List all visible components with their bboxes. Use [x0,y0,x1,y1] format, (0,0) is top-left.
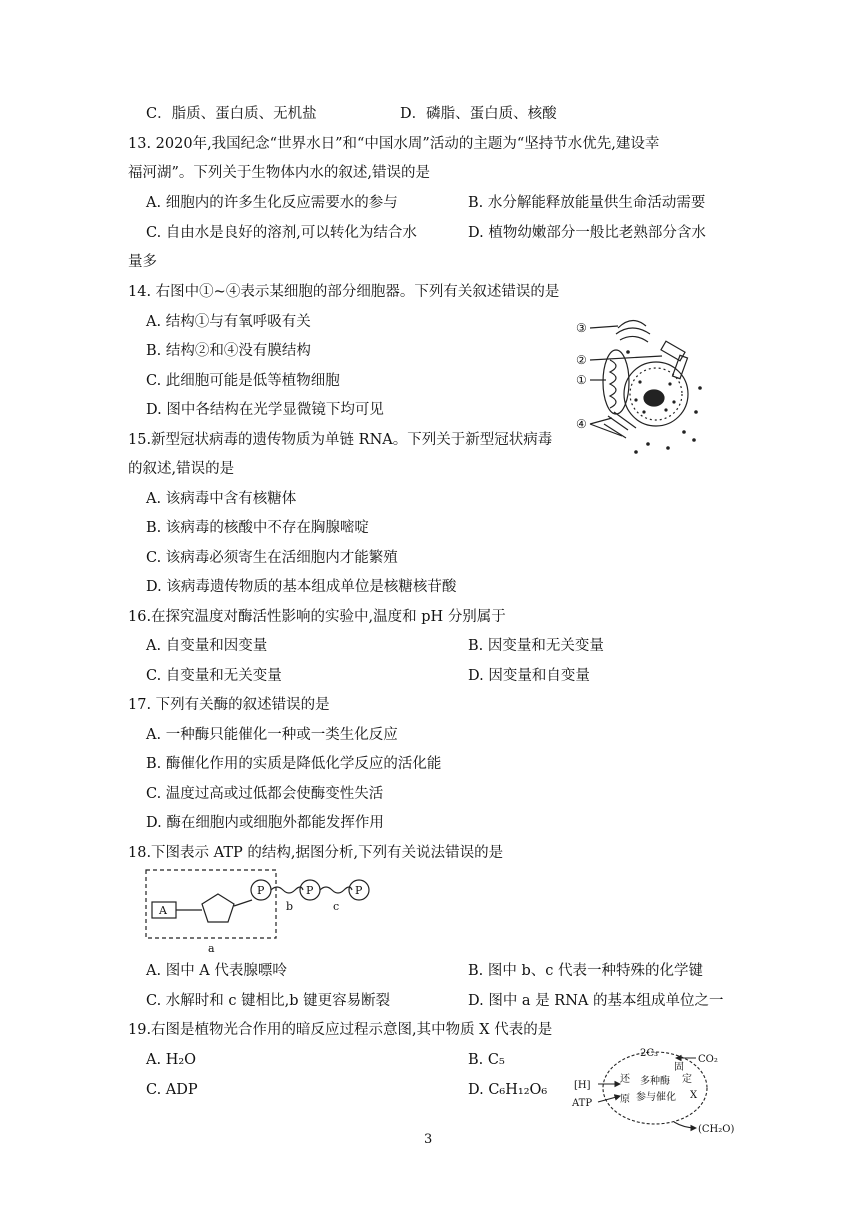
q14-option-d: D. 图中各结构在光学显微镜下均可见 [146,402,384,418]
fixation-label-2: 定 [682,1074,692,1085]
q17-option-b: B. 酶催化作用的实质是降低化学反应的活化能 [146,756,442,772]
q18-option-a: A. 图中 A 代表腺嘌呤 [146,963,287,979]
c3-label: 2C₃ [640,1048,659,1059]
q19-option-c: C. ADP [146,1082,198,1098]
q13-option-a: A. 细胞内的许多生化反应需要水的参与 [146,195,398,211]
atp-phosphate-1: P [257,884,265,897]
q14-option-a: A. 结构①与有氧呼吸有关 [146,314,311,330]
page-number: 3 [424,1132,433,1147]
q13-stem-line1: 13. 2020年,我国纪念“世界水日”和“中国水周”活动的主题为“坚持节水优先,建设幸 [128,136,660,152]
q19-option-b: B. C₅ [468,1052,505,1068]
q16-option-c: C. 自变量和无关变量 [146,668,282,684]
q15-stem-line2: 的叙述,错误的是 [128,461,235,477]
label-3: ③ [576,321,587,335]
q15-option-c: C. 该病毒必须寄生在活细胞内才能繁殖 [146,550,398,566]
label-2: ② [576,353,587,367]
label-1: ① [576,373,587,387]
q18-stem: 18.下图表示 ATP 的结构,据图分析,下列有关说法错误的是 [128,845,504,861]
reduction-label-2: 原 [620,1094,630,1105]
calvin-cycle-diagram [570,1044,740,1136]
atp-structure-diagram [140,868,380,958]
atp-phosphate-3: P [355,884,363,897]
q19-option-d: D. C₆H₁₂O₆ [468,1082,548,1098]
q17-option-a: A. 一种酶只能催化一种或一类生化反应 [146,727,398,743]
q16-stem: 16.在探究温度对酶活性影响的实验中,温度和 pH 分别属于 [128,609,506,625]
q18-option-b: B. 图中 b、c 代表一种特殊的化学键 [468,963,703,979]
q17-option-d: D. 酶在细胞内或细胞外都能发挥作用 [146,815,384,831]
q14-option-c: C. 此细胞可能是低等植物细胞 [146,373,340,389]
q17-option-c: C. 温度过高或过低都会使酶变性失活 [146,786,384,802]
atp-region-a-label: a [208,942,215,955]
q16-option-d: D. 因变量和自变量 [468,668,590,684]
label-4: ④ [576,417,587,431]
q17-stem: 17. 下列有关酶的叙述错误的是 [128,697,330,713]
reduction-label-1: 还 [620,1074,630,1085]
q13-option-c: C. 自由水是良好的溶剂,可以转化为结合水 [146,225,417,241]
q13-option-d-continued: 量多 [128,254,157,270]
atp-adenine-label: A [159,904,167,917]
x-label: X [690,1090,698,1101]
fixation-label-1: 固 [674,1062,684,1073]
q16-option-b: B. 因变量和无关变量 [468,638,604,654]
q13-stem-line2: 福河湖”。下列关于生物体内水的叙述,错误的是 [128,165,431,181]
q15-option-b: B. 该病毒的核酸中不存在胸腺嘧啶 [146,520,369,536]
atp-bond-b-label: b [286,900,294,913]
carbohydrate-label: (CH₂O) [698,1124,735,1135]
q18-option-d: D. 图中 a 是 RNA 的基本组成单位之一 [468,993,724,1009]
enzyme-label-1: 多种酶 [640,1076,670,1087]
q19-option-a: A. H₂O [146,1052,197,1068]
enzyme-label-2: 参与催化 [636,1092,676,1103]
q15-option-d: D. 该病毒遗传物质的基本组成单位是核糖核苷酸 [146,579,457,595]
atp-phosphate-2: P [306,884,314,897]
q19-stem: 19.右图是植物光合作用的暗反应过程示意图,其中物质 X 代表的是 [128,1022,553,1038]
q16-option-a: A. 自变量和因变量 [146,638,268,654]
q18-option-c: C. 水解时和 c 键相比,b 键更容易断裂 [146,993,391,1009]
q13-option-b: B. 水分解能释放能量供生命活动需要 [468,195,706,211]
q14-stem: 14. 右图中①~④表示某细胞的部分细胞器。下列有关叙述错误的是 [128,284,560,300]
atp-bond-c-label: c [333,900,340,913]
q12-option-c: C．脂质、蛋白质、无机盐 [146,106,317,122]
q15-stem-line1: 15.新型冠状病毒的遗传物质为单链 RNA。下列关于新型冠状病毒 [128,432,553,448]
cell-organelle-diagram [570,312,720,462]
q13-option-d: D. 植物幼嫩部分一般比老熟部分含水 [468,225,706,241]
nadph-label: [H] [574,1080,591,1091]
q15-option-a: A. 该病毒中含有核糖体 [146,491,297,507]
q14-option-b: B. 结构②和④没有膜结构 [146,343,311,359]
atp-label: ATP [572,1098,593,1109]
co2-label: CO₂ [698,1054,718,1065]
q12-option-d: D．磷脂、蛋白质、核酸 [400,106,557,122]
